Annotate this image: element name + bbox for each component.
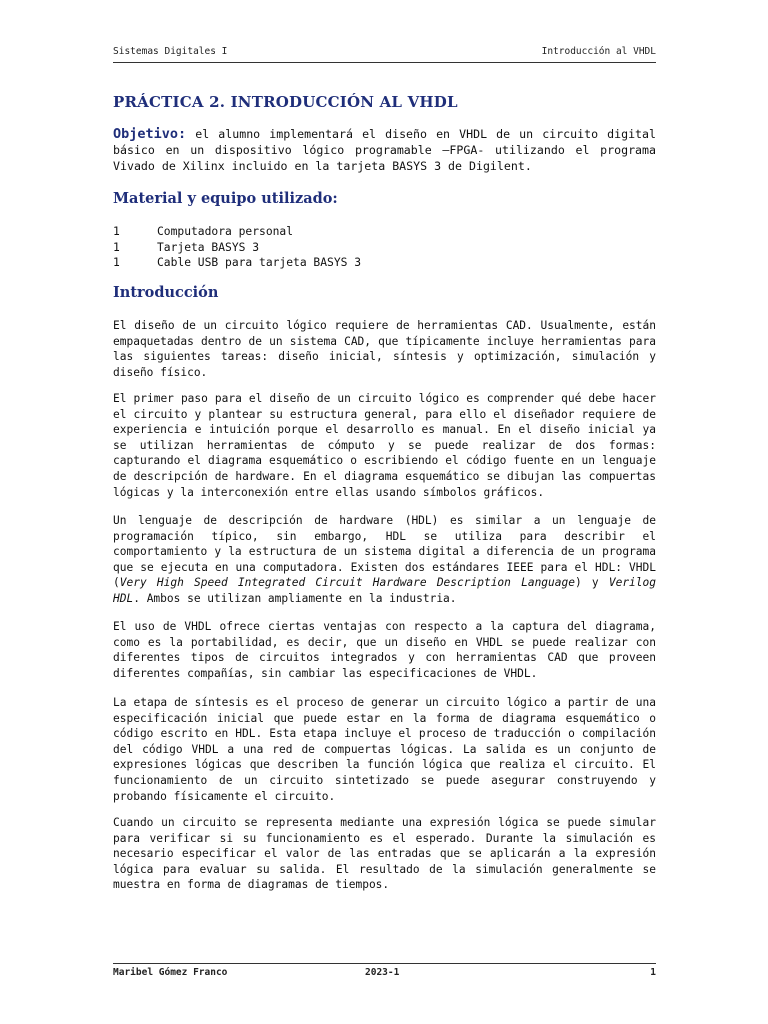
objective-text: el alumno implementará el diseño en VHDL de un circuito digital básico en un dispositivo lógico programable –FPGA- utilizando el programa Vivado de Xilinx incluido en la tarjeta BASYS 3 de Digilent. — [113, 127, 656, 173]
footer-author: Maribel Gómez Franco — [113, 967, 228, 978]
p3-verilog: Verilog HDL — [113, 576, 656, 605]
item-qty: 1 — [113, 240, 120, 254]
p3-text-a: Un lenguaje de descripción de hardware (HDL) es similar a un lenguaje de programación típico, sin embargo, HDL se utiliza para describir el comportamiento y la estructura de un sistema digital a diferencia de un programa que se ejecuta en una computadora. Existen dos estándares IEEE para el HDL: VHDL ( — [113, 514, 656, 590]
list-item — [113, 224, 656, 240]
intro-paragraph-1: El diseño de un circuito lógico requiere de herramientas CAD. Usualmente, están empaquetadas dentro de un sistema CAD, que típicamente incluye herramientas para las siguientes tareas: diseño inicial, síntesis y optimización, simulación y diseño físico. — [113, 319, 656, 379]
intro-heading: Introducción — [113, 284, 219, 301]
intro-paragraph-4: El uso de VHDL ofrece ciertas ventajas con respecto a la captura del diagrama, como es la portabilidad, es decir, que un diseño en VHDL se puede realizar con diferentes tipos de circuitos integrados y con herramientas CAD que proveen diferentes compañías, sin cambiar las especificaciones de VHDL. — [113, 620, 656, 680]
practice-title: PRÁCTICA 2. INTRODUCCIÓN AL VHDL — [113, 93, 458, 111]
p3-text-e: . Ambos se utilizan ampliamente en la industria. — [133, 591, 457, 605]
item-name: Computadora personal — [157, 225, 294, 238]
header-topic: Introducción al VHDL — [541, 46, 656, 57]
header-course: Sistemas Digitales I — [113, 46, 228, 57]
document-page — [113, 0, 656, 1024]
objective-paragraph — [113, 127, 656, 174]
header-rule — [113, 62, 656, 63]
list-item — [113, 255, 656, 271]
intro-paragraph-5: La etapa de síntesis es el proceso de generar un circuito lógico a partir de una especificación inicial que puede estar en la forma de diagrama esquemático o código escrito en HDL. Esta etapa incluye el proceso de traducción o compilación del código VHDL a una red de compuertas lógicas. La salida es un conjunto de expresiones lógicas que describen la función lógica que realiza el circuito. El funcionamiento de un circuito sintetizado se puede asegurar construyendo y probando físicamente el circuito. — [113, 696, 656, 803]
intro-paragraph-6: Cuando un circuito se representa mediante una expresión lógica se puede simular para verificar si su funcionamiento es el esperado. Durante la simulación es necesario especificar el valor de las entradas que se aplicarán a la expresión lógica para evaluar su salida. El resultado de la simulación generalmente se muestra en forma de diagramas de tiempos. — [113, 816, 656, 892]
footer-rule — [113, 963, 656, 964]
intro-paragraph-2: El primer paso para el diseño de un circuito lógico es comprender qué debe hacer el circuito y plantear su estructura general, para ello el diseñador requiere de experiencia e intuición porque el desarrollo es manual. En el diseño inicial ya se utilizan herramientas de cómputo y se puede realizar de dos formas: capturando el diagrama esquemático o escribiendo el código fuente en un lenguaje de descripción de hardware. En el diagrama esquemático se dibujan las compuertas lógicas y la interconexión entre ellas usando símbolos gráficos. — [113, 392, 656, 499]
footer-term: 2023-1 — [365, 967, 400, 978]
materials-list — [113, 224, 656, 271]
item-qty: 1 — [113, 225, 120, 238]
list-item — [113, 240, 656, 256]
p3-text-c: ) y — [574, 576, 609, 590]
p3-vhdl-expansion: Very High Speed Integrated Circuit Hardware Description Language — [119, 576, 575, 590]
materials-heading: Material y equipo utilizado: — [113, 190, 338, 207]
objective-label: Objetivo: — [113, 126, 187, 142]
item-name: Cable USB para tarjeta BASYS 3 — [157, 256, 362, 269]
page-number: 1 — [650, 967, 656, 978]
item-name: Tarjeta BASYS 3 — [157, 240, 260, 254]
intro-paragraph-3 — [113, 513, 656, 607]
item-qty: 1 — [113, 256, 120, 269]
